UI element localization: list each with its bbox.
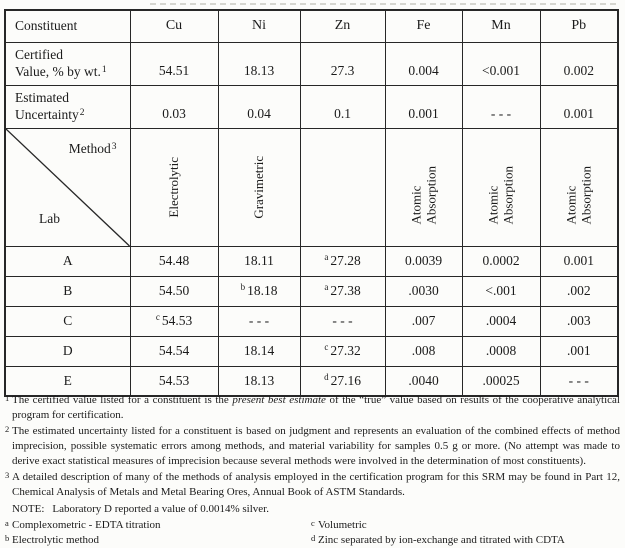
lab-d-value-zn: $^c$ 27.32 xyxy=(300,336,385,366)
method-cell-ni xyxy=(218,128,300,246)
uncertainty-label-line1: Estimated xyxy=(15,89,69,105)
letter-footnote-b: b Electrolytic method xyxy=(5,533,100,546)
footnote-1-text: The certified value listed for a constituent is the xyxy=(12,394,233,406)
lab-a-value-cu: 54.48 xyxy=(130,246,218,276)
method-row xyxy=(5,128,618,246)
letter-footnote-mark-c: c xyxy=(311,518,315,528)
lab-c-value-fe: .007 xyxy=(385,306,462,336)
method-footnote-mark: 3 xyxy=(111,141,117,152)
certified-value-ni: 18.13 xyxy=(218,42,300,85)
certified-value-fe: 0.004 xyxy=(385,42,462,85)
value-footnote-mark-d: d xyxy=(324,371,329,382)
lab-e-value-mn: .00025 xyxy=(462,366,540,396)
lab-d-value-fe: .008 xyxy=(385,336,462,366)
lab-b-value-cu: 54.50 xyxy=(130,276,218,306)
method-header-text: Method xyxy=(68,140,111,156)
footnote-1 xyxy=(4,393,620,423)
lab-row-a xyxy=(5,246,618,276)
column-header-cu: Cu xyxy=(130,10,218,42)
column-header-pb: Pb xyxy=(540,10,618,42)
lab-c-value-cu: $^c$ 54.53 xyxy=(130,306,218,336)
letter-footnote-mark-b: b xyxy=(5,533,10,543)
lab-c-value-zn: - - - xyxy=(300,306,385,336)
method-lab-corner-cell xyxy=(5,128,130,246)
lab-d-value-pb: .001 xyxy=(540,336,618,366)
constituent-header-label: Constituent xyxy=(15,18,78,34)
uncertainty-label-cell xyxy=(5,85,130,128)
column-header-zn: Zn xyxy=(300,10,385,42)
footnote-2-text: The estimated uncertainty listed for a constituent is based on judgment and represents an evaluation of the combined effects of method imprecision, possible systematic errors among methods, and material variability for samples 0.5 g or more. (No attempt was made to derive exact statistical measures of imprecision because several methods were involved in the determination of most constituents). xyxy=(12,425,620,467)
lab-name-d: D xyxy=(5,336,130,366)
uncertainty-row-label xyxy=(15,86,130,128)
letter-footnote-a: a Complexometric - EDTA titration xyxy=(5,518,161,531)
letter-footnote-mark-d: d xyxy=(311,533,316,543)
lab-b-value-fe: .0030 xyxy=(385,276,462,306)
uncertainty-value-pb: 0.001 xyxy=(540,85,618,128)
method-label-fe: Atomic Absorption xyxy=(407,165,438,225)
method-cell-cu xyxy=(130,128,218,246)
estimated-uncertainty-row xyxy=(5,85,618,128)
method-rotwrap-fe xyxy=(386,130,462,245)
lab-name-c: C xyxy=(5,306,130,336)
footnote-3-text: A detailed description of many of the methods of analysis employed in the certification program for this SRM may be found in Part 12, Chemical Analysis of Metals and Metal Bearing Ores, Annual Book of ASTM Standards. xyxy=(12,471,620,498)
lab-name-b: B xyxy=(5,276,130,306)
lab-row-b xyxy=(5,276,618,306)
lab-results-body xyxy=(5,246,618,396)
header-row xyxy=(5,10,618,42)
lab-a-value-zn: $^a$ 27.28 xyxy=(300,246,385,276)
lab-a-value-mn: 0.0002 xyxy=(462,246,540,276)
lab-row-e xyxy=(5,366,618,396)
lab-a-value-pb: 0.001 xyxy=(540,246,618,276)
footnote-3 xyxy=(4,470,620,500)
value-footnote-mark-c: c xyxy=(155,312,160,323)
method-rotwrap-pb xyxy=(541,130,618,245)
column-header-fe: Fe xyxy=(385,10,462,42)
column-header-mn: Mn xyxy=(462,10,540,42)
lab-d-value-ni: 18.14 xyxy=(218,336,300,366)
lab-c-value-pb: .003 xyxy=(540,306,618,336)
method-label-ni: Gravimetric xyxy=(250,155,266,219)
certified-value-mn: <0.001 xyxy=(462,42,540,85)
footnote-2 xyxy=(4,424,620,469)
lab-c-value-ni: - - - xyxy=(218,306,300,336)
value-footnote-mark-a: a xyxy=(324,282,329,293)
value-footnote-mark-a: a xyxy=(324,252,329,263)
uncertainty-footnote-mark: 2 xyxy=(79,108,85,119)
lab-name-a: A xyxy=(5,246,130,276)
lab-a-value-ni: 18.11 xyxy=(218,246,300,276)
letter-footnote-mark-a: a xyxy=(5,518,9,528)
footnotes-section xyxy=(4,393,620,548)
lab-header-label: Lab xyxy=(39,210,60,226)
value-footnote-mark-c: c xyxy=(324,342,329,353)
certified-value-zn: 27.3 xyxy=(300,42,385,85)
uncertainty-label-line2: Uncertainty xyxy=(15,107,79,123)
method-cell-mn xyxy=(462,128,540,246)
footnote-1-mark: 1 xyxy=(5,393,10,403)
uncertainty-value-mn: - - - xyxy=(462,85,540,128)
lab-e-value-pb: - - - xyxy=(540,366,618,396)
certified-value-row xyxy=(5,42,618,85)
note-line xyxy=(4,502,620,517)
uncertainty-value-fe: 0.001 xyxy=(385,85,462,128)
lab-c-value-mn: .0004 xyxy=(462,306,540,336)
certified-label-line2: Value, % by wt. xyxy=(15,64,101,80)
method-label-mn: Atomic Absorption xyxy=(485,165,515,225)
method-header-label xyxy=(69,141,117,157)
uncertainty-value-cu: 0.03 xyxy=(130,85,218,128)
footnote-3-mark: 3 xyxy=(5,470,10,480)
letter-footnotes-grid xyxy=(4,518,620,548)
lab-b-value-ni: $^b$ 18.18 xyxy=(218,276,300,306)
lab-b-value-pb: .002 xyxy=(540,276,618,306)
certified-values-table xyxy=(4,9,619,397)
value-footnote-mark-b: b xyxy=(240,282,246,293)
lab-e-value-ni: 18.13 xyxy=(218,366,300,396)
uncertainty-value-zn: 0.1 xyxy=(300,85,385,128)
certified-value-cu: 54.51 xyxy=(130,42,218,85)
method-cell-zn xyxy=(300,128,385,246)
lab-e-value-cu: 54.53 xyxy=(130,366,218,396)
method-label-pb: Atomic Absorption xyxy=(563,165,593,225)
certified-label-line1: Certified xyxy=(15,46,63,62)
method-rotwrap-cu xyxy=(131,130,218,245)
certified-label-cell xyxy=(5,42,130,85)
method-cell-fe xyxy=(385,128,462,246)
lab-b-value-zn: $^a$ 27.38 xyxy=(300,276,385,306)
lab-a-value-fe: 0.0039 xyxy=(385,246,462,276)
method-rotwrap-ni xyxy=(219,130,300,245)
footnote-1-italic-text: present best estimate xyxy=(232,394,326,406)
lab-d-value-mn: .0008 xyxy=(462,336,540,366)
lab-b-value-mn: <.001 xyxy=(462,276,540,306)
note-label: NOTE: xyxy=(12,503,45,515)
footnote-1-text-end: of the “true” value based on results of the cooperative analytical program for certification. xyxy=(12,394,620,421)
method-cell-pb xyxy=(540,128,618,246)
method-rotwrap-mn xyxy=(463,130,540,245)
letter-footnote-c: c Volumetric xyxy=(311,518,367,531)
lab-name-e: E xyxy=(5,366,130,396)
uncertainty-value-ni: 0.04 xyxy=(218,85,300,128)
certified-footnote-mark: 1 xyxy=(101,65,107,76)
constituent-header-cell xyxy=(5,10,130,42)
scan-artifact-line xyxy=(150,3,616,5)
lab-row-d xyxy=(5,336,618,366)
lab-row-c xyxy=(5,306,618,336)
lab-e-value-fe: .0040 xyxy=(385,366,462,396)
lab-d-value-cu: 54.54 xyxy=(130,336,218,366)
certified-value-pb: 0.002 xyxy=(540,42,618,85)
lab-e-value-zn: $^d$ 27.16 xyxy=(300,366,385,396)
note-text: Laboratory D reported a value of 0.0014% silver. xyxy=(52,503,269,515)
letter-footnote-d: d Zinc separated by ion-exchange and titrated with CDTA xyxy=(311,533,565,546)
method-label-cu: Electrolytic xyxy=(165,156,181,218)
certified-row-label xyxy=(15,43,130,85)
footnote-2-mark: 2 xyxy=(5,424,10,434)
column-header-ni: Ni xyxy=(218,10,300,42)
